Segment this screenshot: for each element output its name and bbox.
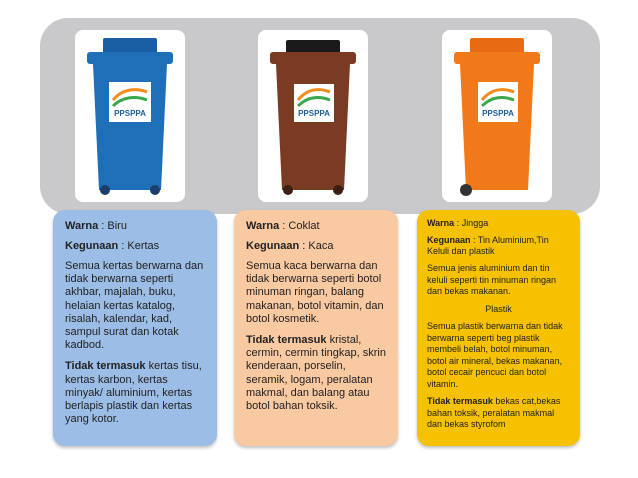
warna-value: Biru bbox=[107, 220, 127, 232]
exclusion-text bbox=[427, 396, 570, 431]
kegunaan-label: Kegunaan bbox=[246, 240, 300, 252]
warna-value: Jingga bbox=[461, 218, 489, 228]
brown-bin-label: PPSPPA bbox=[298, 109, 330, 118]
description: Semua jenis aluminium dan tin keluli seperti tin minuman ringan dan bekas makanan. bbox=[427, 263, 557, 296]
exclusion-label: Tidak termasuk bbox=[246, 334, 327, 347]
orange-bin-photo bbox=[442, 30, 552, 202]
kegunaan-row: Kegunaan : Kaca bbox=[246, 240, 334, 252]
warna-label: Warna bbox=[427, 218, 455, 228]
exclusion-value: kristal, cermin, cermin tingkap, skrin kenderaan, porselin, seramik, logam, peralatan makmal, dan balang atau botol bahan toksik. bbox=[246, 334, 386, 413]
orange-bin-label: PPSPPA bbox=[482, 109, 514, 118]
brown-bin-photo bbox=[258, 30, 368, 202]
exclusion-label: Tidak termasuk bbox=[427, 396, 493, 406]
description: Semua kaca berwarna dan tidak berwarna seperti botol minuman ringan, balang makanan, botol vitamin, dan botol kosmetik. bbox=[246, 260, 384, 325]
exclusion-text bbox=[65, 360, 205, 426]
glass-info-card bbox=[234, 210, 398, 446]
kegunaan-value: Tin Aluminium,Tin Keluli dan plastik bbox=[427, 235, 549, 256]
kegunaan-label: Kegunaan bbox=[427, 235, 471, 245]
exclusion-value: bekas cat,bekas bahan toksik, peralatan makmal dan bekas styrofom bbox=[427, 396, 561, 429]
warna-row: Warna : Coklat bbox=[246, 220, 320, 232]
blue-bin-photo bbox=[75, 30, 185, 202]
kegunaan-value: Kertas bbox=[127, 240, 160, 252]
blue-bin-label: PPSPPA bbox=[114, 109, 146, 118]
warna-row: Warna : Jingga bbox=[427, 218, 489, 228]
kegunaan-label: Kegunaan bbox=[65, 240, 119, 252]
warna-label: Warna bbox=[246, 220, 280, 232]
kegunaan-row: Kegunaan : Tin Aluminium,Tin Keluli dan plastik bbox=[427, 235, 549, 256]
exclusion-value: kertas tisu, kertas karbon, kertas minyak/ aluminium, kertas berlapis plastik dan kertas yang kotor. bbox=[65, 360, 202, 426]
warna-label: Warna bbox=[65, 220, 99, 232]
warna-row: Warna : Biru bbox=[65, 220, 127, 232]
description: Semua kertas berwarna dan tidak berwarna seperti akhbar, majalah, buku, helaian kertas katalog, risalah, kalendar, kad, sampul surat dan kotak kadbod. bbox=[65, 260, 204, 352]
exclusion-text bbox=[246, 334, 386, 413]
description-plastic: Semua plastik berwarna dan tidak berwarna seperti beg plastik membeli belah, botol minuman, botol air mineral, bekas makanan, botol cecair pencuci dan botol vitamin. bbox=[427, 321, 563, 389]
paper-info-card bbox=[53, 210, 217, 446]
metal-plastic-info-card bbox=[417, 210, 580, 446]
exclusion-label: Tidak termasuk bbox=[65, 360, 146, 373]
plastic-subheading: Plastik bbox=[485, 303, 512, 314]
warna-value: Coklat bbox=[288, 220, 320, 232]
kegunaan-value: Kaca bbox=[308, 240, 334, 252]
kegunaan-row: Kegunaan : Kertas bbox=[65, 240, 160, 252]
